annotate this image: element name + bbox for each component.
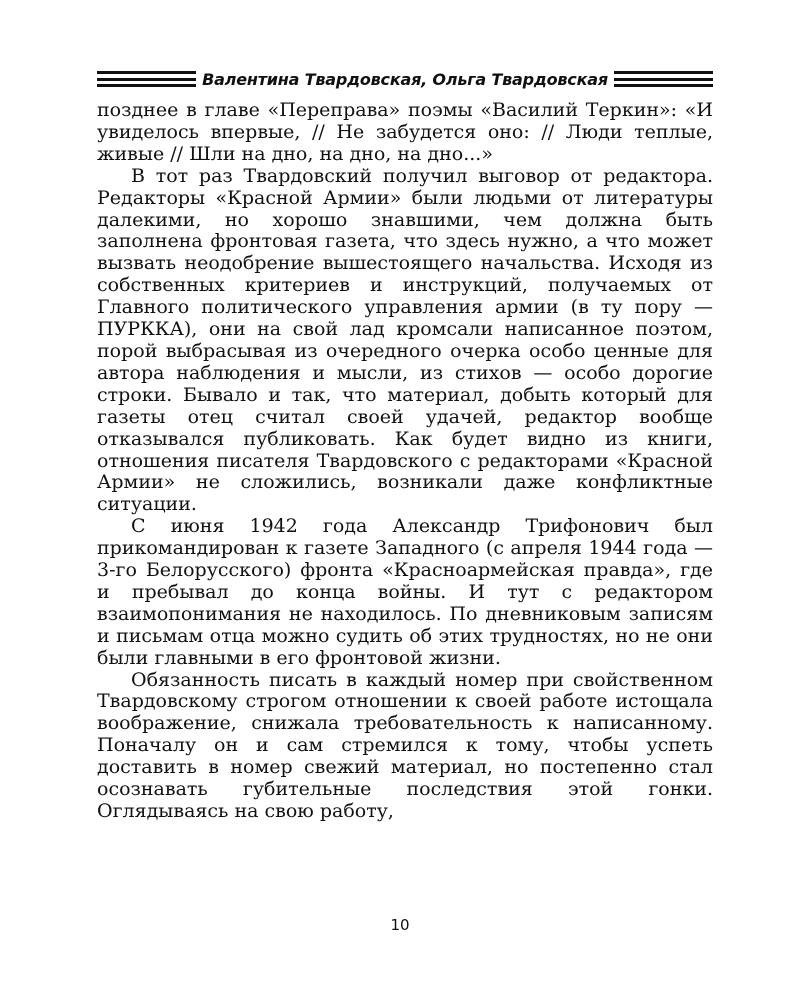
body-text [97, 100, 713, 823]
paragraph-2: В тот раз Твардовский получил выговор от редактора. Редакторы «Красной Армии» были людьми от литературы далекими, но хорошо знавшими, чем должна быть заполнена фронтовая газета, что здесь нужно, а что может вызвать неодобрение вышестоящего начальства. Исходя из собственных критериев и инструкций, получаемых от Главного политического управления армии (в ту пору — ПУРККА), они на свой лад кромсали написанное поэтом, порой выбрасывая из очередного очерка особо ценные для автора наблюдения и мысли, из стихов — особо дорогие строки. Бывало и так, что материал, добыть который для газеты отец считал своей удачей, редактор вообще отказывался публиковать. Как будет видно из книги, отношения писателя Твардовского с редакторами «Красной Армии» не сложились, возникали даже конфликтные ситуации. [97, 164, 713, 516]
paragraph-3: С июня 1942 года Александр Трифонович был прикомандирован к газете Западного (с апреля 1944 года — 3-го Белорусского) фронта «Красноармейская правда», где и пребывал до конца войны. И тут с редактором взаимопонимания не находилось. По дневниковым записям и письмам отца можно судить об этих трудностях, но не они были главными в его фронтовой жизни. [97, 515, 713, 669]
running-header [97, 64, 713, 94]
paragraph-4: Обязанность писать в каждый номер при свойственном Твардовскому строгом отношении к своей работе истощала воображение, снижала требовательность к написанному. Поначалу он и сам стремился к тому, чтобы успеть доставить в номер свежий материал, но постепенно стал осознавать губительные последствия этой гонки. Оглядываясь на свою работу, [97, 668, 713, 822]
header-rule-right [614, 71, 713, 87]
header-title: Валентина Твардовская, Ольга Твардовская [202, 69, 608, 89]
header-rule-left [97, 71, 196, 87]
paragraph-1: позднее в главе «Переправа» поэмы «Василий Теркин»: «И увиделось впервые, // Не забудется оно: // Люди теплые, живые // Шли на дно, на дно, на дно...» [97, 99, 713, 165]
page-number: 10 [390, 916, 410, 934]
